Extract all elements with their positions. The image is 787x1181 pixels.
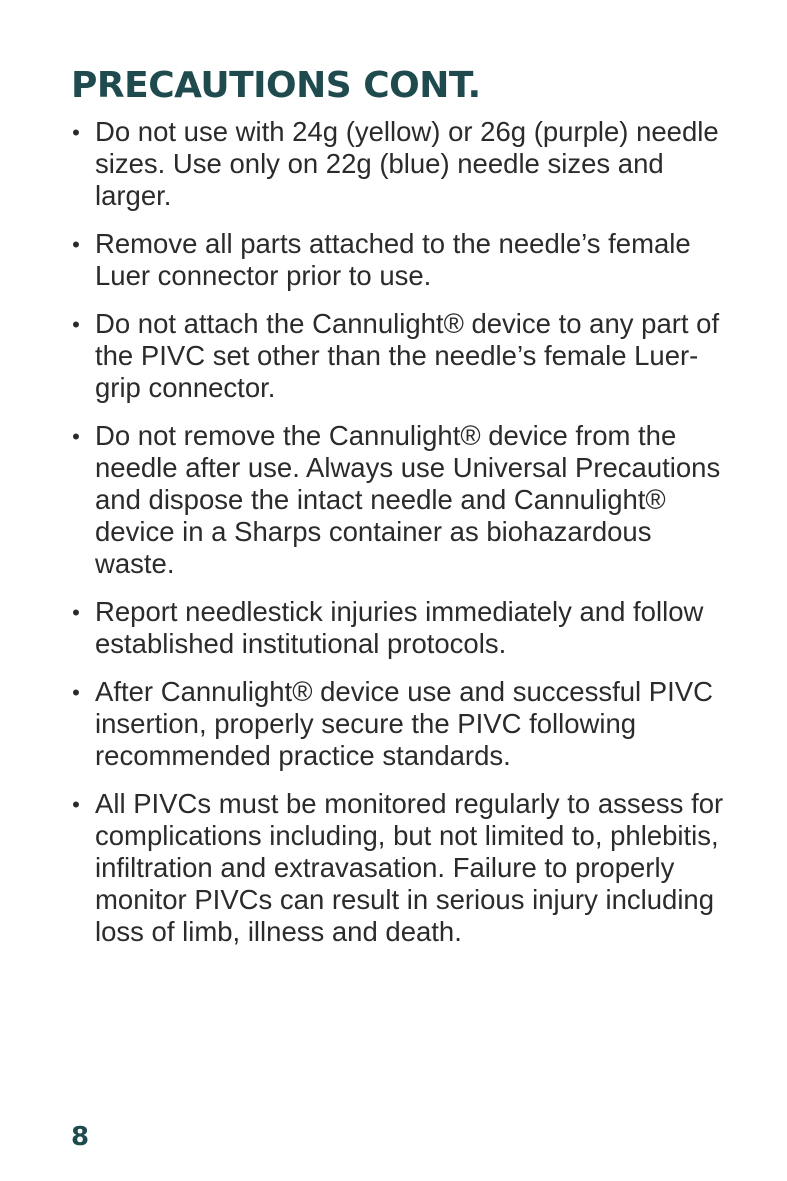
page-title: PRECAUTIONS CONT. [71, 65, 481, 106]
list-item-text: Do not remove the Cannulight® device from the needle after use. Always use Universal Precautions and dispose the intact needle and Cannulight® device in a Sharps container as biohazardous waste. [95, 420, 721, 579]
bullet-icon: • [72, 600, 80, 625]
bullet-icon: • [72, 120, 80, 145]
list-item [71, 596, 731, 660]
bullet-icon: • [72, 312, 80, 337]
list-item-text: After Cannulight® device use and successful PIVC insertion, properly secure the PIVC following recommended practice standards. [95, 676, 713, 771]
list-item [71, 116, 731, 212]
list-item-text: Do not use with 24g (yellow) or 26g (purple) needle sizes. Use only on 22g (blue) needle sizes and larger. [95, 116, 719, 211]
list-item [71, 788, 731, 948]
list-item [71, 308, 731, 404]
list-item-text: All PIVCs must be monitored regularly to assess for complications including, but not limited to, phlebitis, infiltration and extravasation. Failure to properly monitor PIVCs can result in serious injury including loss of limb, illness and death. [95, 788, 724, 947]
precautions-list [71, 116, 731, 964]
bullet-icon: • [72, 424, 80, 449]
bullet-icon: • [72, 792, 80, 817]
page-number: 8 [71, 1122, 90, 1152]
bullet-icon: • [72, 680, 80, 705]
list-item [71, 228, 731, 292]
list-item-text: Report needlestick injuries immediately and follow established institutional protocols. [95, 596, 704, 659]
list-item [71, 676, 731, 772]
list-item-text: Do not attach the Cannulight® device to any part of the PIVC set other than the needle’s female Luer-grip connector. [95, 308, 720, 403]
bullet-icon: • [72, 232, 80, 257]
list-item [71, 420, 731, 580]
list-item-text: Remove all parts attached to the needle’s female Luer connector prior to use. [95, 228, 691, 291]
